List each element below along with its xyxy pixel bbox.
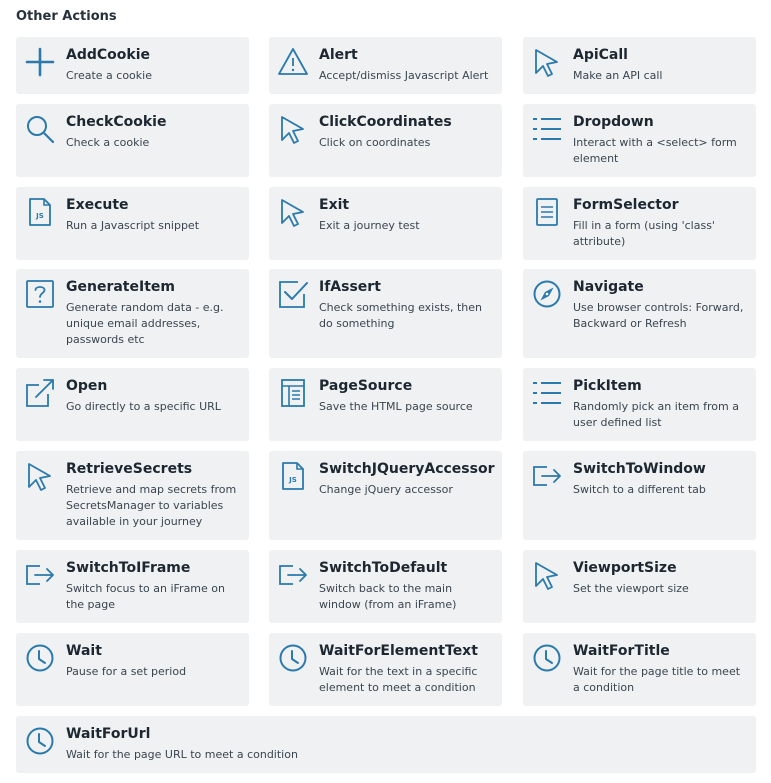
action-card-waitfortitle[interactable] <box>523 633 756 706</box>
action-description: Wait for the page URL to meet a condition <box>66 748 298 761</box>
warning-triangle-icon <box>278 47 308 77</box>
switch-arrow-icon <box>532 461 562 491</box>
action-description: Change jQuery accessor <box>319 483 453 496</box>
action-card-navigate[interactable] <box>523 269 756 358</box>
action-card-open[interactable] <box>16 368 249 441</box>
action-name: RetrieveSecrets <box>66 461 193 477</box>
action-description: Wait for the text in a specific element to meet a condition <box>319 665 478 694</box>
cursor-pointer-icon <box>25 461 55 491</box>
form-document-icon <box>532 197 562 227</box>
action-description: Set the viewport size <box>573 582 689 595</box>
action-card-ifassert[interactable] <box>269 269 502 358</box>
action-name: ClickCoordinates <box>319 114 452 130</box>
action-description: Switch to a different tab <box>573 483 706 496</box>
action-card-retrievesecrets[interactable] <box>16 451 249 540</box>
action-card-viewportsize[interactable] <box>523 550 756 623</box>
action-name: SwitchJQueryAccessor <box>319 461 495 477</box>
action-description: Exit a journey test <box>319 219 420 232</box>
plus-icon <box>25 47 55 77</box>
action-name: WaitForTitle <box>573 643 670 659</box>
page-source-icon <box>278 378 308 408</box>
cursor-pointer-icon <box>278 114 308 144</box>
clock-icon <box>25 726 55 756</box>
action-name: Exit <box>319 197 350 213</box>
action-description: Switch focus to an iFrame on the page <box>66 582 225 611</box>
action-card-switchtoiframe[interactable] <box>16 550 249 623</box>
action-name: PageSource <box>319 378 413 394</box>
action-card-apicall[interactable] <box>523 37 756 94</box>
action-description: Go directly to a specific URL <box>66 400 221 413</box>
action-description: Fill in a form (using 'class' attribute) <box>573 219 715 248</box>
action-name: WaitForUrl <box>66 726 151 742</box>
action-name: Wait <box>66 643 102 659</box>
action-name: PickItem <box>573 378 642 394</box>
action-card-formselector[interactable] <box>523 187 756 260</box>
action-card-execute[interactable] <box>16 187 249 260</box>
search-icon <box>25 114 55 144</box>
action-description: Check something exists, then do something <box>319 301 483 330</box>
action-card-checkcookie[interactable] <box>16 104 249 177</box>
action-card-pickitem[interactable] <box>523 368 756 441</box>
cursor-pointer-icon <box>532 560 562 590</box>
action-description: Switch back to the main window (from an iFrame) <box>319 582 457 611</box>
clock-icon <box>532 643 562 673</box>
js-file-icon <box>25 197 55 227</box>
action-description: Click on coordinates <box>319 136 431 149</box>
action-name: Open <box>66 378 108 394</box>
action-name: Navigate <box>573 279 644 295</box>
action-card-waitforelementtext[interactable] <box>269 633 502 706</box>
action-card-addcookie[interactable] <box>16 37 249 94</box>
clock-icon <box>278 643 308 673</box>
svg-text:JS: JS <box>289 476 297 484</box>
action-name: Dropdown <box>573 114 654 130</box>
list-icon <box>532 378 562 408</box>
action-description: Wait for the page title to meet a condition <box>573 665 741 694</box>
question-box-icon <box>25 279 55 309</box>
action-name: ApiCall <box>573 47 628 63</box>
action-card-wait[interactable] <box>16 633 249 706</box>
cursor-pointer-icon <box>532 47 562 77</box>
action-card-waitforurl[interactable] <box>16 716 756 773</box>
action-card-clickcoordinates[interactable] <box>269 104 502 177</box>
section-title: Other Actions <box>16 9 117 24</box>
action-description: Check a cookie <box>66 136 150 149</box>
js-file-icon <box>278 461 308 491</box>
action-card-pagesource[interactable] <box>269 368 502 441</box>
action-description: Accept/dismiss Javascript Alert <box>319 69 489 82</box>
action-description: Use browser controls: Forward, Backward or Refresh <box>573 301 744 330</box>
action-name: FormSelector <box>573 197 679 213</box>
action-name: ViewportSize <box>573 560 677 576</box>
action-card-switchtowindow[interactable] <box>523 451 756 540</box>
action-description: Save the HTML page source <box>319 400 473 413</box>
action-name: AddCookie <box>66 47 150 63</box>
action-card-alert[interactable] <box>269 37 502 94</box>
external-link-icon <box>25 378 55 408</box>
switch-arrow-icon <box>278 560 308 590</box>
checkbox-checked-icon <box>278 279 308 309</box>
compass-icon <box>532 279 562 309</box>
svg-text:JS: JS <box>36 212 44 220</box>
action-card-exit[interactable] <box>269 187 502 260</box>
clock-icon <box>25 643 55 673</box>
action-card-switchtodefault[interactable] <box>269 550 502 623</box>
action-name: IfAssert <box>319 279 381 295</box>
action-description: Make an API call <box>573 69 663 82</box>
action-description: Interact with a <select> form element <box>573 136 737 165</box>
action-name: CheckCookie <box>66 114 167 130</box>
action-name: SwitchToDefault <box>319 560 448 576</box>
action-card-generateitem[interactable] <box>16 269 249 358</box>
action-description: Pause for a set period <box>66 665 187 678</box>
action-name: SwitchToWindow <box>573 461 706 477</box>
action-description: Randomly pick an item from a user defined list <box>573 400 739 429</box>
action-description: Generate random data - e.g. unique email addresses, passwords etc <box>66 301 224 346</box>
action-name: GenerateItem <box>66 279 175 295</box>
action-card-switchjqueryaccessor[interactable] <box>269 451 502 540</box>
action-name: WaitForElementText <box>319 643 478 659</box>
cursor-pointer-icon <box>278 197 308 227</box>
action-name: Execute <box>66 197 129 213</box>
switch-arrow-icon <box>25 560 55 590</box>
action-description: Retrieve and map secrets from SecretsManager to variables available in your journey <box>66 483 237 528</box>
action-name: SwitchToIFrame <box>66 560 191 576</box>
action-description: Run a Javascript snippet <box>66 219 200 232</box>
action-name: Alert <box>319 47 358 63</box>
list-icon <box>532 114 562 144</box>
action-description: Create a cookie <box>66 69 152 82</box>
action-card-dropdown[interactable] <box>523 104 756 177</box>
